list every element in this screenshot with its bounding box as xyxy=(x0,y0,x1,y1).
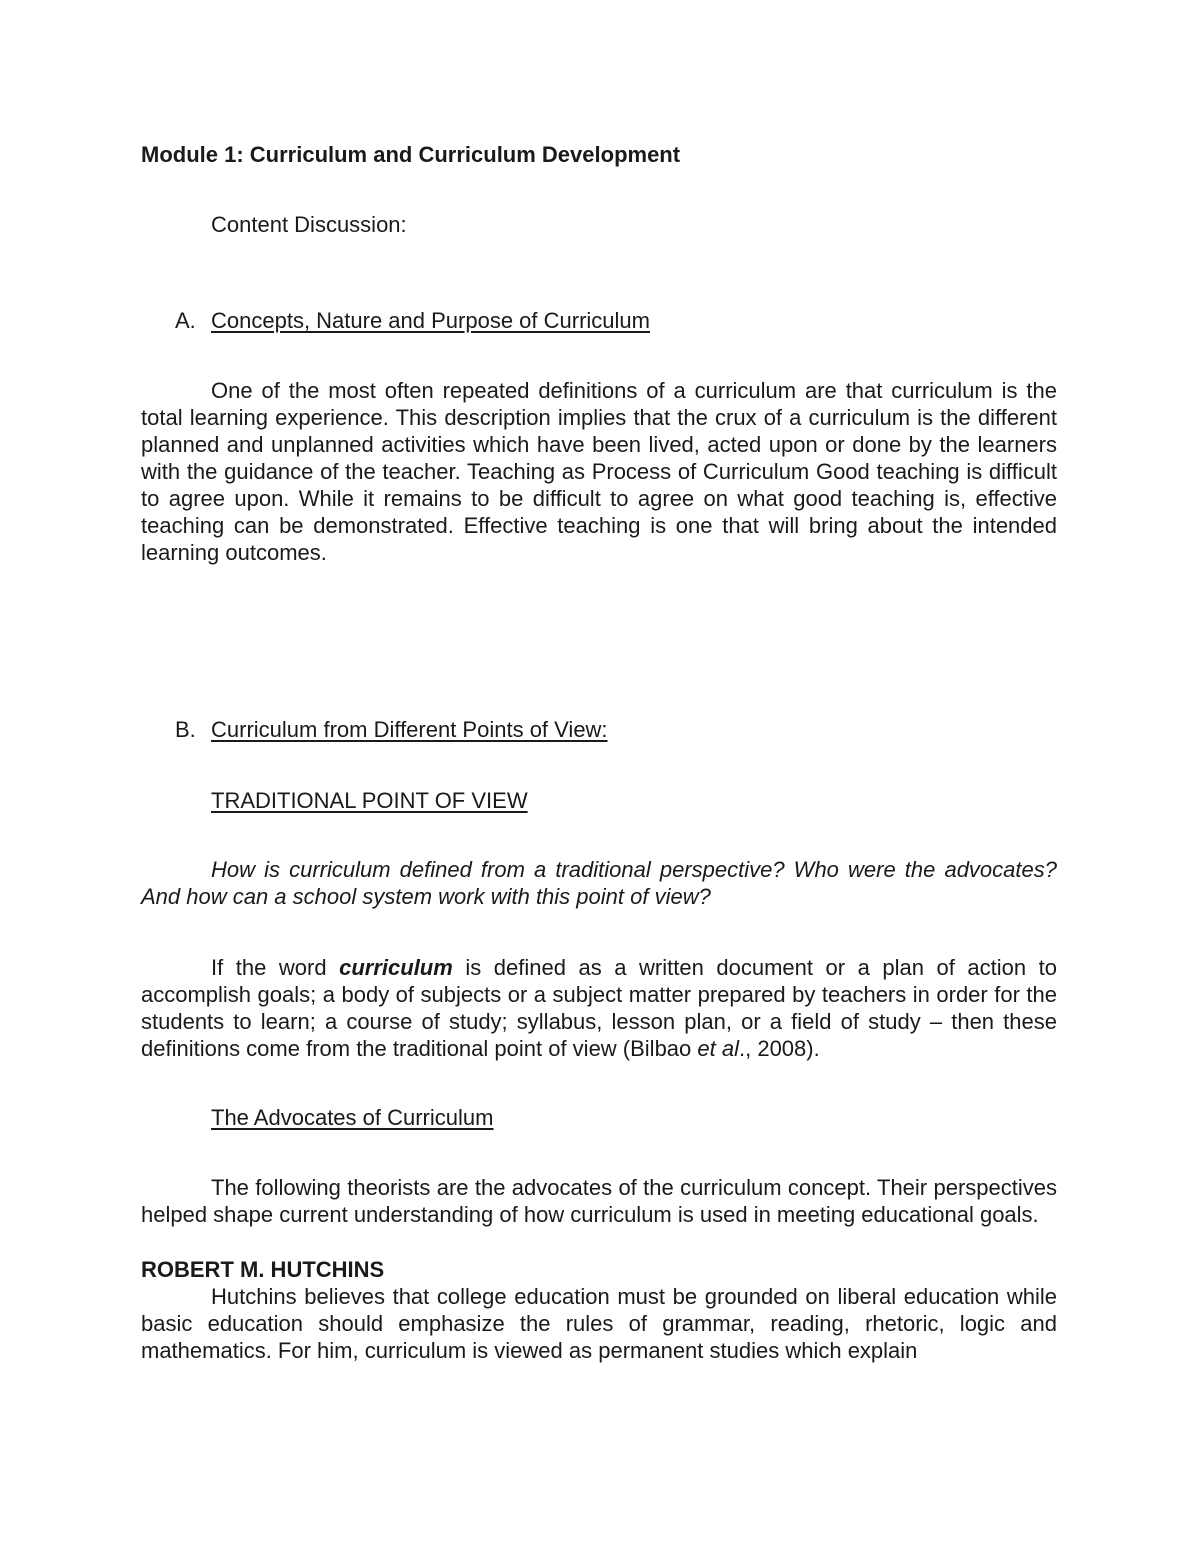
definition-text-middle: is defined as a written document or a plan of action to accomplish goals; a body of subjects or a subject matter prepared by teachers in order for the students to learn; a course of study; syllabus, lesson plan, or a field of study – then these definitions come from the traditional point of view (Bilbao xyxy=(141,955,1057,1061)
content-discussion-label: Content Discussion: xyxy=(211,212,407,237)
hutchins-paragraph: Hutchins believes that college education must be grounded on liberal education while basic education should emphasize the rules of grammar, reading, rhetoric, logic and mathematics. For him, curriculum is viewed as permanent studies which explain xyxy=(141,1284,1057,1363)
module-title: Module 1: Curriculum and Curriculum Development xyxy=(141,142,681,167)
section-a-letter: A. xyxy=(175,308,196,333)
document-page xyxy=(141,0,1057,1553)
traditional-point-of-view-heading: TRADITIONAL POINT OF VIEW xyxy=(211,788,528,813)
section-a-paragraph: One of the most often repeated definitions of a curriculum are that curriculum is the total learning experience. This description implies that the crux of a curriculum is the different planned and unplanned activities which have been lived, acted upon or done by the learners with the guidance of the teacher. Teaching as Process of Curriculum Good teaching is difficult to agree upon. While it remains to be difficult to agree on what good teaching is, effective teaching can be demonstrated. Effective teaching is one that will bring about the intended learning outcomes. xyxy=(141,378,1057,565)
section-a-title: Concepts, Nature and Purpose of Curriculum xyxy=(211,308,650,333)
section-b-title: Curriculum from Different Points of View: xyxy=(211,717,608,742)
citation-et-al: et al xyxy=(697,1036,739,1061)
curriculum-definition-paragraph xyxy=(141,954,1057,1062)
traditional-question-paragraph: How is curriculum defined from a traditional perspective? Who were the advocates? And how can a school system work with this point of view? xyxy=(141,857,1057,909)
theorist-name-heading: ROBERT M. HUTCHINS xyxy=(141,1257,385,1282)
section-b-letter: B. xyxy=(175,717,196,742)
advocates-heading: The Advocates of Curriculum xyxy=(211,1105,494,1130)
definition-text-after: ., 2008). xyxy=(739,1036,820,1061)
definition-text-before: If the word xyxy=(211,955,340,980)
curriculum-emphasis: curriculum xyxy=(339,955,453,980)
advocates-paragraph: The following theorists are the advocates of the curriculum concept. Their perspectives helped shape current understanding of how curriculum is used in meeting educational goals. xyxy=(141,1175,1057,1227)
